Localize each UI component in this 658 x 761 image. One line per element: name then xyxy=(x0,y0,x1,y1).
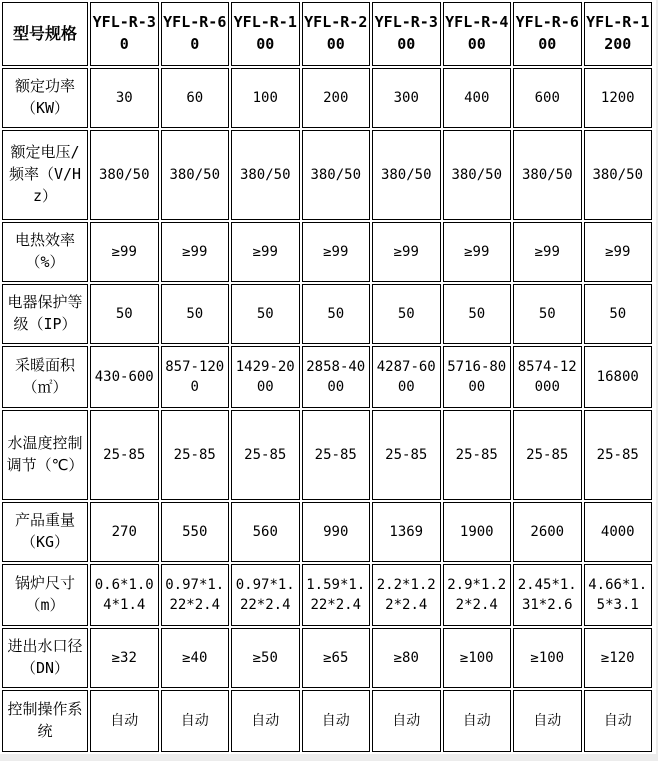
spec-table-head xyxy=(2,2,652,66)
spec-value-cell: 4287-6000 xyxy=(372,346,441,408)
spec-value-cell: 50 xyxy=(231,284,300,344)
row-label: 采暖面积（㎡） xyxy=(2,346,88,408)
model-header: YFL-R-30 xyxy=(90,2,159,66)
spec-value-cell: ≥40 xyxy=(161,628,230,688)
spec-value-cell: 50 xyxy=(584,284,653,344)
row-label: 水温度控制调节（℃） xyxy=(2,410,88,500)
model-header: YFL-R-1200 xyxy=(584,2,653,66)
row-label: 进出水口径（DN） xyxy=(2,628,88,688)
spec-value-cell: 380/50 xyxy=(584,130,653,220)
spec-value-cell: 300 xyxy=(372,68,441,128)
row-label: 电器保护等级（IP） xyxy=(2,284,88,344)
spec-value-cell: 380/50 xyxy=(231,130,300,220)
spec-value-cell: 自动 xyxy=(231,690,300,752)
spec-value-cell: 380/50 xyxy=(90,130,159,220)
row-label: 产品重量（KG） xyxy=(2,502,88,562)
spec-value-cell: 50 xyxy=(161,284,230,344)
spec-value-cell: 380/50 xyxy=(372,130,441,220)
spec-value-cell: 50 xyxy=(90,284,159,344)
spec-value-cell: 400 xyxy=(443,68,512,128)
table-row xyxy=(2,68,652,128)
spec-value-cell: 1200 xyxy=(584,68,653,128)
table-row xyxy=(2,410,652,500)
spec-value-cell: 自动 xyxy=(90,690,159,752)
spec-value-cell: 0.97*1.22*2.4 xyxy=(161,564,230,626)
spec-value-cell: 自动 xyxy=(584,690,653,752)
spec-value-cell: ≥99 xyxy=(90,222,159,282)
spec-value-cell: 自动 xyxy=(443,690,512,752)
table-row xyxy=(2,222,652,282)
spec-value-cell: ≥99 xyxy=(372,222,441,282)
spec-value-cell: 50 xyxy=(372,284,441,344)
spec-value-cell: 4.66*1.5*3.1 xyxy=(584,564,653,626)
spec-value-cell: ≥65 xyxy=(302,628,371,688)
spec-value-cell: 50 xyxy=(513,284,582,344)
spec-value-cell: 0.6*1.04*1.4 xyxy=(90,564,159,626)
spec-value-cell: 600 xyxy=(513,68,582,128)
spec-value-cell: 550 xyxy=(161,502,230,562)
spec-value-cell: 30 xyxy=(90,68,159,128)
spec-value-cell: 1429-2000 xyxy=(231,346,300,408)
row-label: 控制操作系统 xyxy=(2,690,88,752)
spec-value-cell: 0.97*1.22*2.4 xyxy=(231,564,300,626)
spec-value-cell: ≥99 xyxy=(231,222,300,282)
table-row xyxy=(2,502,652,562)
spec-value-cell: 16800 xyxy=(584,346,653,408)
spec-value-cell: ≥32 xyxy=(90,628,159,688)
model-header: YFL-R-300 xyxy=(372,2,441,66)
spec-value-cell: 2.45*1.31*2.6 xyxy=(513,564,582,626)
spec-value-cell: 857-1200 xyxy=(161,346,230,408)
spec-value-cell: 自动 xyxy=(513,690,582,752)
table-row xyxy=(2,628,652,688)
table-row xyxy=(2,130,652,220)
row-label: 电热效率（%） xyxy=(2,222,88,282)
spec-value-cell: ≥100 xyxy=(443,628,512,688)
model-header: YFL-R-600 xyxy=(513,2,582,66)
spec-value-cell: 4000 xyxy=(584,502,653,562)
spec-value-cell: ≥50 xyxy=(231,628,300,688)
spec-value-cell: ≥99 xyxy=(513,222,582,282)
table-row xyxy=(2,284,652,344)
spec-value-cell: 430-600 xyxy=(90,346,159,408)
spec-value-cell: ≥99 xyxy=(443,222,512,282)
table-row xyxy=(2,690,652,752)
model-header: YFL-R-100 xyxy=(231,2,300,66)
spec-value-cell: 270 xyxy=(90,502,159,562)
spec-value-cell: 25-85 xyxy=(231,410,300,500)
spec-value-cell: 380/50 xyxy=(161,130,230,220)
spec-value-cell: 自动 xyxy=(302,690,371,752)
row-label: 锅炉尺寸（m） xyxy=(2,564,88,626)
spec-value-cell: ≥80 xyxy=(372,628,441,688)
table-row xyxy=(2,564,652,626)
spec-value-cell: 25-85 xyxy=(302,410,371,500)
spec-value-cell: 2600 xyxy=(513,502,582,562)
spec-table-body xyxy=(2,68,652,752)
model-header: YFL-R-60 xyxy=(161,2,230,66)
spec-value-cell: 200 xyxy=(302,68,371,128)
spec-value-cell: 25-85 xyxy=(90,410,159,500)
spec-value-cell: 2.9*1.22*2.4 xyxy=(443,564,512,626)
spec-value-cell: 25-85 xyxy=(372,410,441,500)
spec-value-cell: ≥99 xyxy=(584,222,653,282)
row-label: 额定功率（KW） xyxy=(2,68,88,128)
model-header: YFL-R-400 xyxy=(443,2,512,66)
spec-value-cell: 380/50 xyxy=(302,130,371,220)
spec-value-cell: ≥99 xyxy=(161,222,230,282)
spec-value-cell: 380/50 xyxy=(513,130,582,220)
spec-value-cell: 2.2*1.22*2.4 xyxy=(372,564,441,626)
spec-value-cell: 990 xyxy=(302,502,371,562)
spec-value-cell: 1.59*1.22*2.4 xyxy=(302,564,371,626)
spec-value-cell: ≥99 xyxy=(302,222,371,282)
spec-value-cell: 50 xyxy=(302,284,371,344)
spec-value-cell: 自动 xyxy=(161,690,230,752)
corner-label: 型号规格 xyxy=(2,2,88,66)
spec-value-cell: 5716-8000 xyxy=(443,346,512,408)
spec-value-cell: 25-85 xyxy=(513,410,582,500)
spec-value-cell: 25-85 xyxy=(161,410,230,500)
spec-value-cell: 自动 xyxy=(372,690,441,752)
row-label: 额定电压/频率（V/Hz） xyxy=(2,130,88,220)
spec-value-cell: 1369 xyxy=(372,502,441,562)
spec-value-cell: 380/50 xyxy=(443,130,512,220)
table-row xyxy=(2,346,652,408)
spec-value-cell: 50 xyxy=(443,284,512,344)
spec-value-cell: 8574-12000 xyxy=(513,346,582,408)
spec-value-cell: 25-85 xyxy=(443,410,512,500)
spec-value-cell: 1900 xyxy=(443,502,512,562)
model-header: YFL-R-200 xyxy=(302,2,371,66)
spec-value-cell: 100 xyxy=(231,68,300,128)
header-row xyxy=(2,2,652,66)
spec-value-cell: 60 xyxy=(161,68,230,128)
spec-value-cell: ≥120 xyxy=(584,628,653,688)
spec-value-cell: 25-85 xyxy=(584,410,653,500)
spec-value-cell: ≥100 xyxy=(513,628,582,688)
spec-value-cell: 560 xyxy=(231,502,300,562)
spec-value-cell: 2858-4000 xyxy=(302,346,371,408)
